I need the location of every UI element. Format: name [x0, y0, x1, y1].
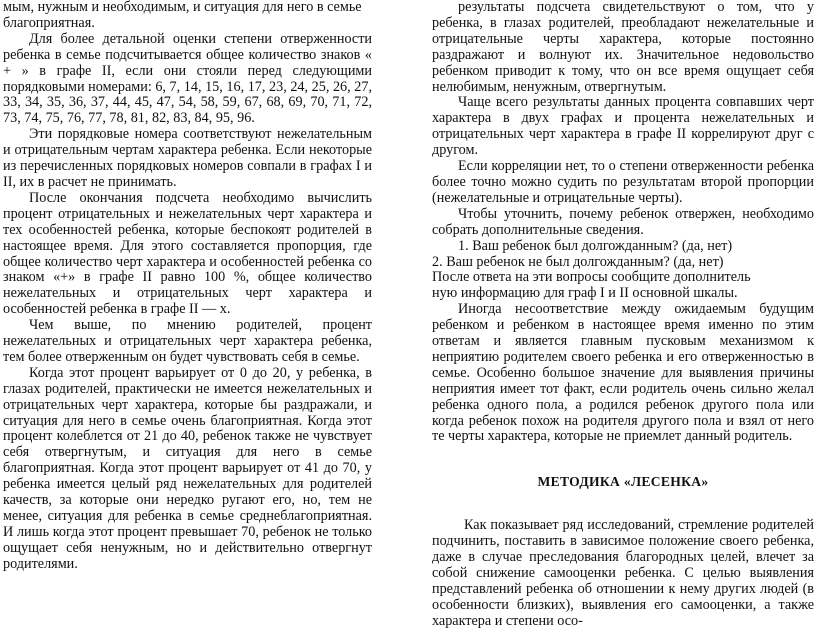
paragraph-8: Чаще всего результаты данных процента совпавших черт характера в двух графах и процента нежелательных и отрицательных черт характера в графе II коррелируют друг с другом.	[432, 94, 814, 159]
paragraph-12: Иногда несоответствие между ожидаемым будущим ребенком и ребенком в настоящее время именно по этим ответам и является главным пусковым механизмом к неприятию родителем своего ребенка и его отверженностью в семье. Особенно большое значение для выявления причины неприятия имеет тот факт, если родитель очень сильно желал ребенка одного пола, а родился ребенок другого пола или когда ребенок похож на родителя другого пола и взял от него те черты характера, которые не приемлет данный родитель.	[432, 301, 814, 445]
paragraph-7: результаты подсчета свидетельствуют о том, что у ребенка, в глазах родителей, преобладают нежелательные и отрицательные черты характера, которые постоянно раздражают и волнуют их. Значительное недовольство ребенком приводит к тому, что он все время ощущает себя нелюбимым, ненужным, отвергнутым.	[432, 0, 814, 95]
paragraph-2: Для более детальной оценки степени отверженности ребенка в семье подсчитывается общее количество знаков « + » в графе II, если они стояли перед следующими порядковыми номерами: 6, 7, 14, 15, 16, 17, 23, 24, 25, 26, 27, 33, 34, 35, 36, 37, 44, 45, 47, 54, 58, 59, 67, 68, 69, 70, 71, 72, 73, 74, 75, 76, 77, 78, 81, 82, 83, 84, 95, 96.	[3, 30, 372, 127]
paragraph-13: Как показывает ряд исследований, стремление родителей подчинить, поставить в зависимое положение своего ребенка, даже в случае преследования благородных целей, влечет за собой снижение самооценки ребенка. С целью выявления представлений ребенка об отношении к нему других людей (в особенности близких), выявления его самооценки, а также характера и степени осо-	[432, 517, 814, 629]
paragraph-5: Чем выше, по мнению родителей, процент нежелательных и отрицательных черт характера ребенка, тем более отверженным он будет чувствовать себя в семье.	[3, 317, 372, 365]
paragraph-9: Если корреляции нет, то о степени отверженности ребенка более точно можно судить по результатам второй пропорции (нежелательные и отрицательные черты).	[432, 158, 814, 206]
paragraph-11a: После ответа на эти вопросы сообщите дополнитель	[432, 269, 751, 286]
question-1: 1. Ваш ребенок был долгожданным? (да, нет)	[458, 237, 733, 254]
paragraph-4: После окончания подсчета необходимо вычислить процент отрицательных и нежелательных черт характера и тех особенностей ребенка, которые беспокоят родителей в настоящее время. Для этого составляется пропорция, где общее количество черт характера и особенностей ребенка со знаком «+» в графе II равно 100 %, общее количество нежелательных и отрицательных черт характера и особенностей ребенка в графе II — x.	[3, 189, 372, 318]
right-column	[432, 0, 814, 630]
section-title: МЕТОДИКА «ЛЕСЕНКА»	[537, 474, 709, 490]
paragraph-3: Эти порядковые номера соответствуют нежелательным и отрицательным чертам характера ребенка. Если некоторые из перечисленных порядковых номеров совпали в графах I и II, их в расчет не принимать.	[3, 126, 372, 190]
paragraph-1: мым, нужным и необходимым, и ситуация для него в семье благоприятная.	[3, 0, 362, 31]
question-2: 2. Ваш ребенок не был долгожданным? (да, нет)	[432, 253, 724, 270]
paragraph-6: Когда этот процент варьирует от 0 до 20, у ребенка, в глазах родителей, практически не имеется нежелательных и отрицательных черт характера, которые бы раздражали, и ситуация для него в семье очень благоприятная. Когда этот процент колеблется от 21 до 40, ребенок также не чувствует себя отвергнутым, и ситуация для него в семье благоприятная. Когда этот процент варьирует от 41 до 70, у ребенка имеется целый ряд нежелательных для родителей качеств, за которые они нередко ругают его, но, тем не менее, ситуация для ребенка в семье среднеблагоприятная. И лишь когда этот процент превышает 70, ребенок не только ощущает себя ненужным, но и действительно отвергнут родителями.	[3, 364, 372, 572]
left-column	[3, 0, 372, 573]
paragraph-11b: ную информацию для граф I и II основной шкалы.	[432, 285, 738, 302]
paragraph-10: Чтобы уточнить, почему ребенок отвержен, необходимо собрать дополнительные сведения.	[432, 205, 814, 238]
